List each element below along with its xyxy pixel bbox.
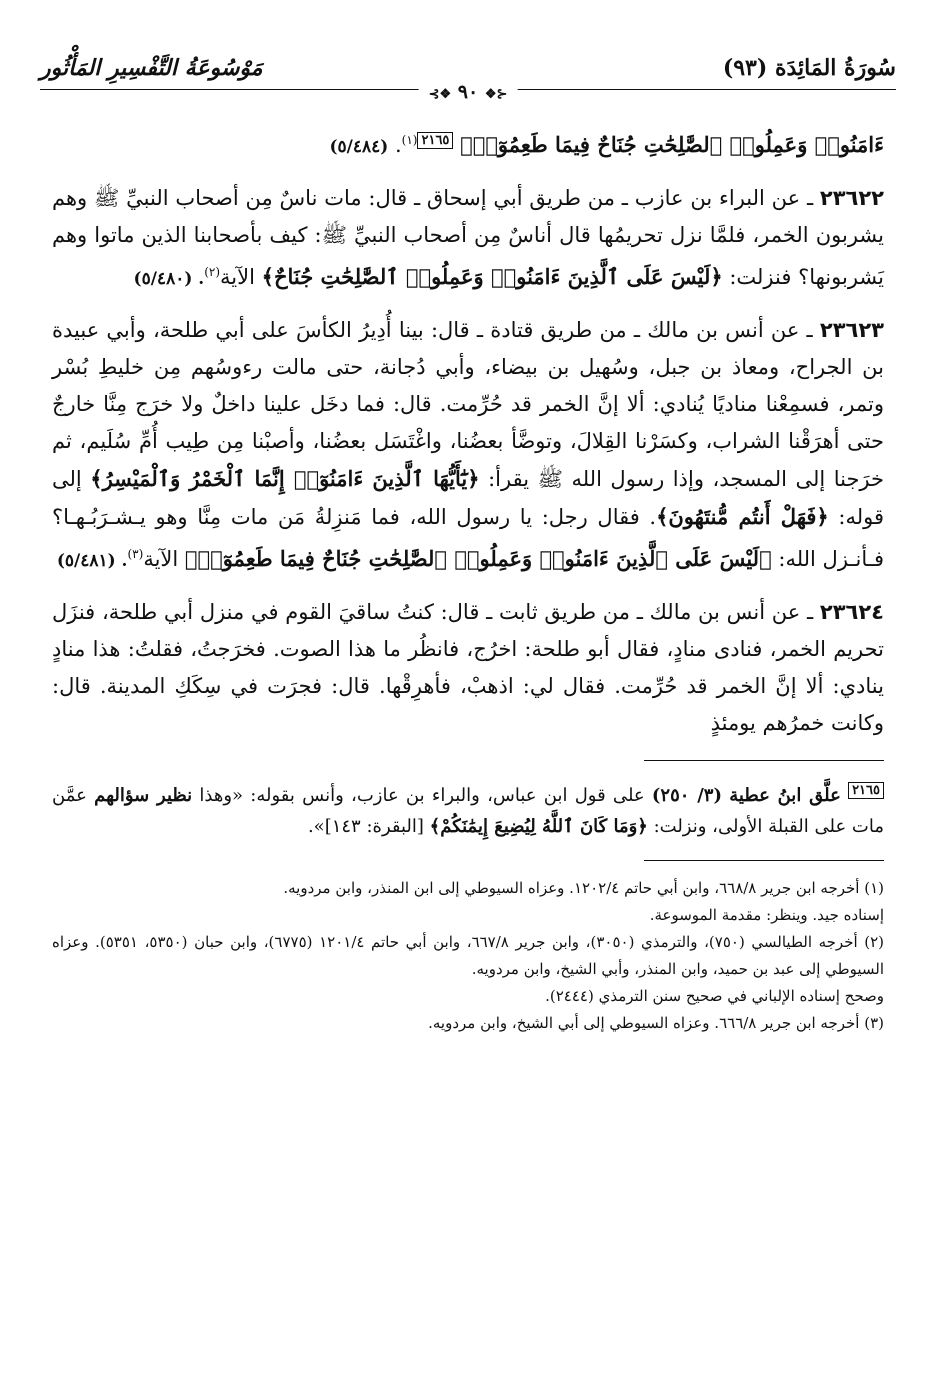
hadith-number: ٢٣٦٢٢ <box>819 186 884 210</box>
section-divider <box>644 760 884 761</box>
commentary-text: [البقرة: ١٤٣]». <box>307 816 430 837</box>
commentary-box-number: ٢١٦٥ <box>417 132 453 149</box>
commentary-text: على قول ابن عباس، والبراء بن عازب، وأنس بقوله: «وهذا <box>192 785 652 806</box>
footnotes-divider <box>644 860 884 861</box>
hadith-text: الآية <box>143 547 185 571</box>
commentary-author: علَّق ابنُ عطية <box>729 785 841 806</box>
continued-verse-line: ءَامَنُوا۟ وَعَمِلُوا۟ ٱلصَّٰلِحَٰتِ جُنَاحٌ فِيمَا طَعِمُوٓا۟﴾ $^{٢١٦٥(١)}$. (٥/٤٨٤) <box>329 132 884 157</box>
hadith-entry <box>52 594 884 742</box>
quran-verse: ﴿يَٰٓأَيُّهَا ٱلَّذِينَ ءَامَنُوٓا۟ إِنَّمَا ٱلْخَمْرُ وَٱلْمَيْسِرُ﴾ <box>90 466 480 491</box>
commentary-ref: (٣/ ٢٥٠) <box>651 785 722 806</box>
quran-verse: ءَامَنُوا۟ وَعَمِلُوا۟ ٱلصَّٰلِحَٰتِ جُنَاحٌ فِيمَا طَعِمُوٓا۟﴾ <box>460 132 884 157</box>
commentary-bold-phrase: نظير سؤالهم <box>94 785 193 806</box>
volume-page-ref: (٥/٤٨٤) <box>329 137 389 157</box>
footnote: (٢) أخرجه الطيالسي (٧٥٠)، والترمذي (٣٠٥٠)، وابن جرير ٦٦٧/٨، وابن أبي حاتم ١٢٠١/٤ (٦٧٧٥)، وابن حبان (٥٣٥٠، ٥٣٥١). وعزاه السيوطي إلى عبد بن حميد، وابن المنذر، وأبي الشيخ، وابن مردويه. <box>52 933 885 978</box>
hadith-text: ـ عن البراء بن عازب ـ من طريق أبي إسحاق ـ قال: مات ناسٌ مِن أصحاب النبيِّ ﷺ وهم يشربون الخمر، فلمَّا نزل تحريمُها قال أناسٌ مِن أصحاب النبيِّ ﷺ: كيف بأصحابنا الذين ماتوا وهم يَشربونها؟ فنزلت: <box>52 186 884 289</box>
hadith-text: ـ عن أنس بن مالك ـ من طريق ثابت ـ قال: كنتُ ساقيَ القوم في منزل أبي طلحة، فنزَل تحريم الخمر، فنادى منادٍ، فقال أبو طلحة: اخرُج، فانظُر ما هذا الصوت. فخرَجتُ، فقلتُ: هذا منادٍ ينادي: ألا إنَّ الخمر قد حُرِّمت. فقال لي: اذهبْ، فأهرِقْها. قال: فجرَت في سِكَكِ المدينة. قال: وكانت خمرُهم يومئذٍ <box>52 600 885 735</box>
page-header <box>40 55 896 103</box>
quran-verse: ﴿لَيْسَ عَلَى ٱلَّذِينَ ءَامَنُوا۟ وَعَمِلُوا۟ ٱلصَّٰلِحَٰتِ جُنَاحٌ﴾ <box>261 264 723 289</box>
hadith-number: ٢٣٦٢٤ <box>819 600 884 624</box>
commentary-text: عمَّن مات على القبلة الأولى، ونزلت: <box>52 785 884 837</box>
hadith-text: إلى قوله: <box>52 467 884 529</box>
page-number-value: ٩٠ <box>457 81 479 103</box>
main-text <box>52 122 884 1037</box>
hadith-number: ٢٣٦٢٣ <box>819 318 884 342</box>
ornament-icon: ❖⊱ <box>428 87 452 102</box>
scholar-commentary <box>52 775 884 842</box>
hadith-text: . فقال رجل: يا رسول الله، فما مَنزِلةُ مَن مات مِنَّا وهو يـشـرَبُـهـا؟ فـأنـزل الله: <box>52 505 884 571</box>
sura-title: سُورَةُ المَائِدَة (٩٣) <box>722 55 896 81</box>
quran-verse: ﴿وَمَا كَانَ ٱللَّهُ لِيُضِيعَ إِيمَٰنَكُمْ﴾ <box>429 816 648 837</box>
hadith-entry <box>52 312 884 580</box>
ornament-icon: ⊰❖ <box>484 87 508 102</box>
footnote: (٣) أخرجه ابن جرير ٦٦٦/٨. وعزاه السيوطي إلى أبي الشيخ، وابن مردويه. <box>428 1014 884 1032</box>
footnotes <box>52 875 884 1037</box>
footnote-marker: (٣) <box>127 547 144 561</box>
page-number <box>419 81 518 103</box>
footnote: (١) أخرجه ابن جرير ٦٦٨/٨، وابن أبي حاتم ١٢٠٢/٤. وعزاه السيوطي إلى ابن المنذر، وابن مردويه. <box>283 879 884 897</box>
book-title: مَوْسُوعَةُ التَّفْسِيرِ المَأْثُور <box>40 55 263 81</box>
footnote: إسناده جيد. وينظر: مقدمة الموسوعة. <box>649 906 884 924</box>
volume-page-ref: . (٥/٤٨٠) <box>133 269 205 289</box>
footnote-marker: (٢) <box>204 265 221 279</box>
quran-verse: ﴿فَهَلْ أَنتُم مُّنتَهُونَ﴾ <box>656 504 829 529</box>
hadith-text: ـ عن أنس بن مالك ـ من طريق قتادة ـ قال: بينا أُدِيرُ الكأسَ على أبي طلحة، وأبي عبيدة بن الجراح، ومعاذ بن جبل، وسُهيل بن بيضاء، وأبي دُجانة، حتى مالت رءوسُهم مِن خليطِ بُسْر وتمر، فسمِعْنا مناديًا يُنادي: ألا إنَّ الخمر قد حُرِّمت. قال: فما دخَل علينا داخلٌ ولا خرَج مِنَّا خارجٌ حتى أهرَقْنا الشراب، وكسَرْنا القِلالَ، وتوضَّأ بعضُنا، واغْتَسَل بعضُنا، وأصبْنا مِن طِيب أُمِّ سُلَيم، ثم خرَجنا إلى المسجد، وإذا رسول الله ﷺ يقرأ: <box>52 318 884 491</box>
volume-page-ref: . (٥/٤٨١) <box>56 551 128 571</box>
footnote: وصحح إسناده الإلباني في صحيح سنن الترمذي (٢٤٤٤). <box>545 987 884 1005</box>
hadith-entry <box>52 180 884 298</box>
quran-verse: ﴿لَيْسَ عَلَى ٱلَّذِينَ ءَامَنُوا۟ وَعَمِلُوا۟ ٱلصَّٰلِحَٰتِ جُنَاحٌ فِيمَا طَعِمُوٓا۟﴾ <box>184 546 772 571</box>
footnote-marker: (١) <box>401 133 418 147</box>
commentary-box-number: ٢١٦٥ <box>848 782 884 799</box>
hadith-text: الآية <box>220 265 262 289</box>
